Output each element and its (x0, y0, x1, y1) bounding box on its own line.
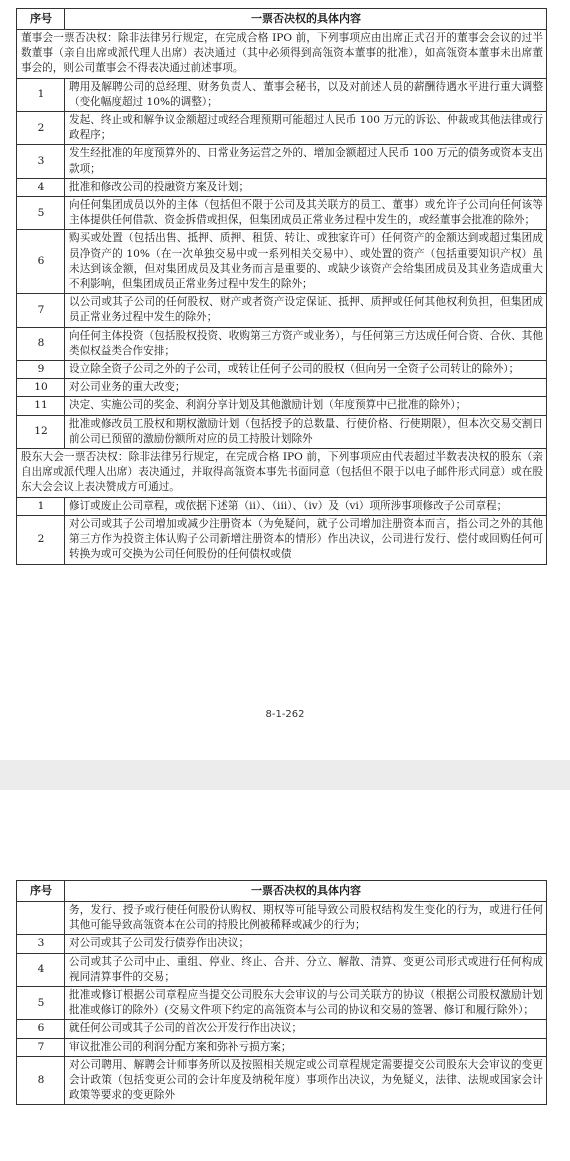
table-row (17, 397, 547, 415)
row-content: 聘用及解聘公司的总经理、财务负责人、董事会秘书，以及对前述人员的薪酬待遇水平进行重大调整（变化幅度超过 10%的调整）； (65, 78, 547, 111)
row-number: 6 (17, 230, 65, 294)
row-number: 11 (17, 397, 65, 415)
table-row (17, 953, 547, 986)
col-header-content: 一票否决权的具体内容 (65, 9, 547, 30)
row-number: 12 (17, 415, 65, 448)
row-content: 向任何集团成员以外的主体（包括但不限于公司及其关联方的员工、董事）或允许子公司向任何该等主体提供任何借款、资金拆借或担保，但集团成员正常业务过程中发生的，或经董事会批准的除外； (65, 197, 547, 230)
document-page-2 (0, 790, 570, 1161)
table-row (17, 197, 547, 230)
row-number (17, 902, 65, 935)
row-number: 7 (17, 1038, 65, 1056)
row-number: 2 (17, 515, 65, 564)
row-number: 4 (17, 178, 65, 196)
row-content: 修订或废止公司章程，或依据下述第（ii）、（iii）、（iv）及（vi）项所涉事项修改子公司章程； (65, 497, 547, 515)
row-number: 6 (17, 1020, 65, 1038)
table-row (17, 178, 547, 196)
row-content: 发起、终止或和解争议金额超过或经合理预期可能超过人民币 100 万元的诉讼、仲裁或其他法律或行政程序； (65, 112, 547, 145)
row-content: 对公司业务的重大改变； (65, 379, 547, 397)
row-number: 10 (17, 379, 65, 397)
table-row (17, 327, 547, 360)
veto-rights-table-2 (16, 880, 547, 1105)
row-content: 发生经批准的年度预算外的、日常业务运营之外的、增加金额超过人民币 100 万元的债务或资本支出款项； (65, 145, 547, 178)
row-content: 对公司聘用、解聘会计师事务所以及按照相关规定或公司章程规定需要提交公司股东大会审议的变更会计政策（包括变更公司的会计年度及纳税年度）事项作出决议，为免疑义，法律、法规或国家会计政策等要求的变更除外 (65, 1056, 547, 1105)
page-gap (0, 760, 570, 790)
section-board-veto: 董事会一票否决权：除非法律另行规定，在完成合格 IPO 前，下列事项应由出席正式召开的董事会会议的过半数董事（亲自出席或派代理人出席）表决通过（其中必须得到高瓴资本董事的批准），如高瓴资本董事未出席董事会的，则公司董事会不得表决通过前述事项。 (17, 30, 547, 79)
row-content: 批准或修改员工股权和期权激励计划（包括授予的总数量、行使价格、行使期限），但本次交易交割日前公司已预留的激励份额所对应的员工持股计划除外 (65, 415, 547, 448)
row-content: 公司或其子公司中止、重组、停业、终止、合并、分立、解散、清算、变更公司形式或进行任何构成视同清算事件的交易； (65, 953, 547, 986)
row-number: 5 (17, 987, 65, 1020)
section-row-shareholders (17, 449, 547, 498)
table-row (17, 78, 547, 111)
row-content: 对公司或其子公司发行债券作出决议； (65, 935, 547, 953)
table-row (17, 415, 547, 448)
table-row (17, 1038, 547, 1056)
col-header-content: 一票否决权的具体内容 (65, 881, 547, 902)
row-number: 7 (17, 294, 65, 327)
row-content: 向任何主体投资（包括股权投资、收购第三方资产或业务），与任何第三方达成任何合资、合伙、其他类似权益类合作安排； (65, 327, 547, 360)
row-number: 4 (17, 953, 65, 986)
section-row-board (17, 30, 547, 79)
row-content: 购买或处置（包括出售、抵押、质押、租赁、转让、或独家许可）任何资产的金额达到或超过集团成员净资产的 10%（在一次单独交易中或一系列相关交易中）、或处置的资产（包括重要知识产权）虽未达到该金额，但对集团成员及其业务而言是重要的、或缺少该资产会给集团成员及其业务造成重大不利影响，但集团成员正常业务过程中发生的除外； (65, 230, 547, 294)
table-header-row (17, 9, 547, 30)
row-number: 9 (17, 361, 65, 379)
table-row (17, 987, 547, 1020)
table-row (17, 230, 547, 294)
row-content: 就任何公司或其子公司的首次公开发行作出决议； (65, 1020, 547, 1038)
table-row (17, 112, 547, 145)
table-header-row (17, 881, 547, 902)
table-row (17, 1020, 547, 1038)
table-row (17, 515, 547, 564)
table-row (17, 1056, 547, 1105)
row-content: 批准和修改公司的投融资方案及计划； (65, 178, 547, 196)
table-row (17, 145, 547, 178)
row-content: 批准或修订根据公司章程应当提交公司股东大会审议的与公司关联方的协议（根据公司股权激励计划批准或修订的除外）(交易文件项下约定的高瓴资本与公司的协议和交易的签署、修订和履行除外）； (65, 987, 547, 1020)
row-number: 8 (17, 327, 65, 360)
col-header-no: 序号 (17, 9, 65, 30)
table-row (17, 935, 547, 953)
page-number: 8-1-262 (265, 709, 305, 720)
table-row (17, 294, 547, 327)
row-content: 对公司或其子公司增加或减少注册资本（为免疑问，就子公司增加注册资本而言，指公司之外的其他第三方作为投资主体认购子公司新增注册资本的情形）作出决议，公司进行发行、偿付或回购任何可转换为或可交换为公司任何股份的任何债权或债 (65, 515, 547, 564)
section-shareholder-veto: 股东大会一票否决权：除非法律另行规定，在完成合格 IPO 前，下列事项应由代表超过半数表决权的股东（亲自出席或派代理人出席）表决通过，并取得高瓴资本事先书面同意（包括但不限于以电子邮件形式同意）或在股东大会会议上表决赞成方可通过。 (17, 449, 547, 498)
row-content: 务，发行、授予或行使任何股份认购权、期权等可能导致公司股权结构发生变化的行为，或进行任何其他可能导致高瓴资本在公司的持股比例被稀释或减少的行为； (65, 902, 547, 935)
row-content: 审议批准公司的利润分配方案和弥补亏损方案； (65, 1038, 547, 1056)
row-number: 2 (17, 112, 65, 145)
table-row (17, 379, 547, 397)
table-row (17, 361, 547, 379)
row-number: 3 (17, 145, 65, 178)
veto-rights-table-1 (16, 8, 547, 565)
table-row (17, 902, 547, 935)
table-row (17, 497, 547, 515)
col-header-no: 序号 (17, 881, 65, 902)
row-content: 设立除全资子公司之外的子公司，或转让任何子公司的股权（但向另一全资子公司转让的除外）； (65, 361, 547, 379)
row-content: 以公司或其子公司的任何股权、财产或者资产设定保证、抵押、质押或任何其他权利负担，但集团成员正常业务过程中发生的除外； (65, 294, 547, 327)
row-content: 决定、实施公司的奖金、利润分享计划及其他激励计划（年度预算中已批准的除外）； (65, 397, 547, 415)
row-number: 3 (17, 935, 65, 953)
row-number: 5 (17, 197, 65, 230)
row-number: 1 (17, 78, 65, 111)
row-number: 8 (17, 1056, 65, 1105)
row-number: 1 (17, 497, 65, 515)
